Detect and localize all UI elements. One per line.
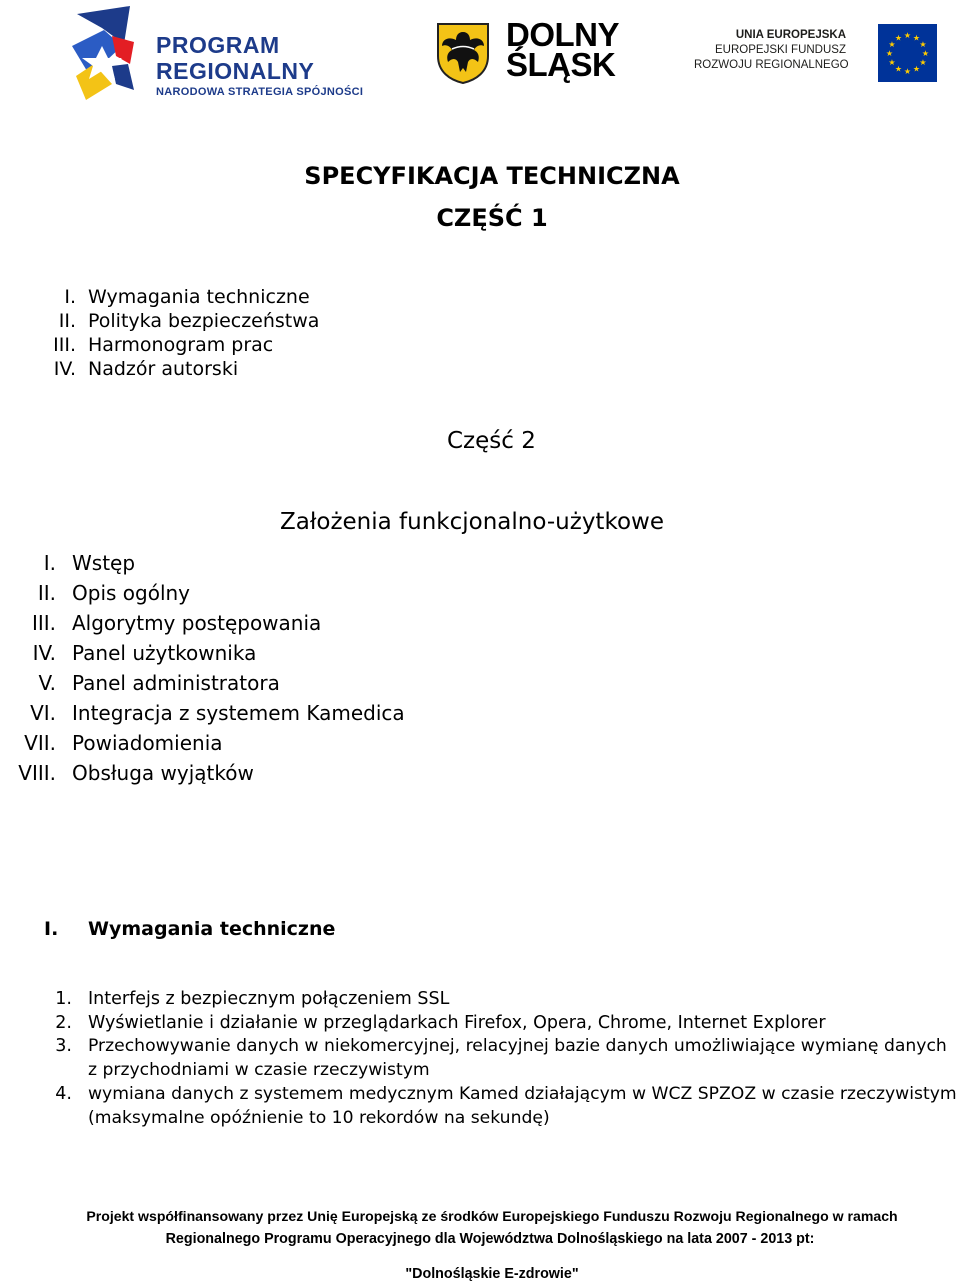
svg-text:★: ★ — [912, 33, 921, 43]
program-logo-line3: NARODOWA STRATEGIA SPÓJNOŚCI — [156, 86, 364, 98]
svg-text:★: ★ — [888, 58, 896, 67]
program-regionalny-logo — [72, 6, 372, 102]
list-number: VIII. — [18, 761, 56, 785]
svg-text:★: ★ — [888, 40, 896, 49]
svg-text:★: ★ — [921, 49, 930, 58]
dolny-logo-line2: ŚLĄSK — [506, 46, 616, 83]
list-text: Interfejs z bezpiecznym połączeniem SSL — [88, 989, 450, 1009]
eu-logo-line2: EUROPEJSKI FUNDUSZ — [715, 44, 846, 56]
eu-logo-line3: ROZWOJU REGIONALNEGO — [694, 59, 849, 71]
list-number: V. — [38, 671, 56, 695]
list-number: 2. — [55, 1013, 72, 1033]
list-text: wymiana danych z systemem medycznym Kamed działającym w WCZ SPZOZ w czasie rzeczywistym (maksymalne opóźnienie to 10 rekordów na sekundę) — [88, 1084, 957, 1128]
program-star-icon — [72, 6, 152, 102]
list-number: IV. — [53, 358, 76, 380]
list-number: VII. — [24, 731, 56, 755]
list-label: Wstęp — [72, 551, 136, 575]
list-number: II. — [58, 310, 76, 332]
list-label: Algorytmy postępowania — [72, 611, 322, 635]
list-label: Polityka bezpieczeństwa — [88, 310, 320, 332]
list-label: Powiadomienia — [72, 731, 223, 755]
svg-text:★: ★ — [894, 64, 903, 74]
list-label: Wymagania techniczne — [88, 286, 310, 308]
list-number: 3. — [55, 1036, 72, 1056]
section-title: Wymagania techniczne — [88, 918, 336, 940]
list-number: II. — [37, 581, 56, 605]
document-title: SPECYFIKACJA TECHNICZNA — [304, 162, 680, 190]
svg-text:★: ★ — [885, 49, 894, 58]
list-number: VI. — [30, 701, 56, 725]
list-label: Panel administratora — [72, 671, 280, 695]
footer-line1: Projekt współfinansowany przez Unię Europejską ze środków Europejskiego Funduszu Rozwoju Regionalnego w ramach — [86, 1208, 898, 1224]
list-number: I. — [43, 551, 56, 575]
eagle-crest-icon — [436, 22, 490, 84]
dolny-logo-line1: DOLNY — [506, 16, 619, 53]
svg-text:★: ★ — [919, 40, 927, 49]
svg-text:★: ★ — [903, 67, 912, 76]
svg-text:★: ★ — [912, 64, 921, 74]
list-number: IV. — [32, 641, 56, 665]
program-logo-line1: PROGRAM — [156, 32, 280, 58]
list-text: Przechowywanie danych w niekomercyjnej, relacyjnej bazie danych umożliwiające wymianę danych z przychodniami w czasie rzeczywistym — [88, 1036, 947, 1080]
list-number: III. — [53, 334, 76, 356]
footer-line2: Regionalnego Programu Operacyjnego dla Województwa Dolnośląskiego na lata 2007 - 2013 pt: — [165, 1231, 815, 1247]
part1-heading: CZĘŚĆ 1 — [436, 204, 548, 232]
part2-heading: Część 2 — [447, 428, 536, 454]
eu-flag-icon — [878, 24, 937, 82]
part2-subheading: Założenia funkcjonalno-użytkowe — [280, 509, 664, 535]
list-number: I. — [64, 286, 76, 308]
list-label: Opis ogólny — [72, 581, 191, 605]
list-label: Obsługa wyjątków — [72, 761, 254, 785]
section-number: I. — [44, 918, 59, 940]
list-text: Wyświetlanie i działanie w przeglądarkach Firefox, Opera, Chrome, Internet Explorer — [88, 1013, 826, 1033]
svg-text:★: ★ — [903, 31, 912, 40]
dolny-slask-logo — [436, 16, 631, 90]
list-label: Integracja z systemem Kamedica — [72, 701, 405, 725]
svg-text:★: ★ — [919, 58, 927, 67]
svg-text:★: ★ — [894, 33, 903, 43]
footer-line3: "Dolnośląskie E-zdrowie" — [405, 1266, 579, 1282]
list-label: Panel użytkownika — [72, 641, 257, 665]
program-logo-line2: REGIONALNY — [156, 58, 315, 84]
list-number: III. — [31, 611, 56, 635]
list-label: Harmonogram prac — [88, 334, 274, 356]
eu-logo-line1: UNIA EUROPEJSKA — [735, 29, 846, 41]
list-number: 1. — [55, 989, 72, 1009]
list-number: 4. — [55, 1084, 72, 1104]
eu-fund-logo — [694, 24, 944, 84]
list-label: Nadzór autorski — [88, 358, 239, 380]
